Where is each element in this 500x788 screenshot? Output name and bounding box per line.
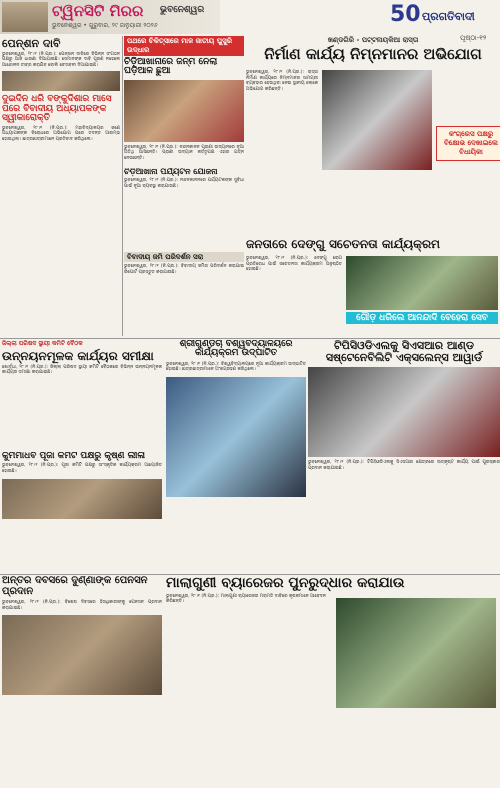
top-right-article xyxy=(246,36,500,236)
article-body: ଭୁବନେଶ୍ୱର, ୨୮।୧ (ନି.ପ୍ର.): ବିଶ୍ୱବିଦ୍ୟାଳୟରେ ନୂଆ କାର୍ଯ୍ୟକ୍ରମ ଉଦ୍‌ଘାଟିତ ହୋଇଛି। ଛାତ୍ରଛାତ୍ରୀମାନେ ଅଂଶଗ୍ରହଣ କରିଥିଲେ। xyxy=(166,361,306,373)
photo-caption: ଗୌଡ଼ ଧରିଲେ ଆନନ୍ଦାଦି ବେହେରା ସେବ xyxy=(346,312,498,324)
kicker: ଜିଲ୍ଲା ପରିଷଦ ସ୍ଥାୟୀ କମିଟି ବୈଠକ xyxy=(2,340,83,347)
article-photo xyxy=(2,71,120,91)
article-photo xyxy=(336,598,496,708)
article-photo xyxy=(346,256,498,310)
bottom-left-article-b xyxy=(2,452,162,572)
dateline: ଭୁବନେଶ୍ୱର • ଗୁରୁବାର, ୨୯ ଜାନୁୟାରୀ ୨୦୨୬ xyxy=(52,22,158,29)
article-photo xyxy=(166,377,306,497)
column-divider xyxy=(122,36,123,336)
mid-right-article xyxy=(246,238,500,334)
page-number: ପୃଷ୍ଠା-୧୨ xyxy=(460,34,487,42)
headline: ଟିପିସିଓଡିଏଲକୁ ସିଏସଆର ଆଣ୍ଡ ସଷ୍ଟେନେବିଲିଟି ଏକ୍ସଲେନ୍ସ ଆୱାର୍ଡ xyxy=(325,340,483,364)
headline: ଜନତାରେ ଦେଙ୍ଗୁ ସଚେତନତା କାର୍ଯ୍ୟକ୍ରମ xyxy=(246,238,441,251)
headline: ଉନ୍ନୟନମୂଳକ କାର୍ଯ୍ୟର ସମୀକ୍ଷା xyxy=(2,349,154,363)
footer-left-article xyxy=(2,576,162,786)
article-body: ଖୋର୍ଦ୍ଧା, ୨୮।୧ (ନି.ପ୍ର.): ଜିଲ୍ଲା ପରିଷଦ ସ୍ଥାୟୀ କମିଟି ବୈଠକରେ ବିଭିନ୍ନ ଉନ୍ନୟନମୂଳକ କାର୍ଯ୍ୟର ସମୀକ୍ଷା କରାଯାଇଛି। xyxy=(2,364,162,376)
headline: କୁର୍ମିମାଧବ ପୂଜା କମିଟି ପକ୍ଷରୁ କୃଷ୍ଣ ଲୀଳା xyxy=(2,452,146,461)
left-column xyxy=(2,36,120,336)
headline: ନିର୍ମାଣ କାର୍ଯ୍ୟ ନିମ୍ନମାନର ଅଭିଯୋଗ xyxy=(264,45,482,63)
kicker: ଖଣ୍ଡଗିରି - ପଟ୍ଟନାୟକିଆ ରାସ୍ତା xyxy=(327,36,419,44)
article-body: ଭୁବନେଶ୍ୱର, ୨୮।୧ (ନି.ପ୍ର.): ଟିପିସିଓଡିଏଲକୁ ସିଏସଆର କ୍ଷେତ୍ରରେ ଉତ୍କୃଷ୍ଟ କାର୍ଯ୍ୟ ପାଇଁ ପୁରସ୍କାର ପ୍ରଦାନ କରାଯାଇଛି। xyxy=(308,460,500,471)
article-body: ଭୁବନେଶ୍ୱର, ୨୮।୧ (ନି.ପ୍ର.): ବିଶେଷ ଦିବସରେ ହିତାଧିକାରୀଙ୍କୁ ପେନସନ ପ୍ରଦାନ କରାଯାଇଛି। xyxy=(2,600,162,611)
article-body: ଭୁବନେଶ୍ୱର, ୨୮।୧ (ନି.ପ୍ର.): ପେନ୍‌ଶନ ଦାବିରେ ବିଭିନ୍ନ ସଂଗଠନ ପକ୍ଷରୁ ଆଜି ଧାରଣା ଦିଆଯାଇଛି। ସେମାନଙ୍କ ଦାବି ପୂରଣ ନହେଲେ ଆନ୍ଦୋଳନ ତୀବ୍ର କରାଯିବ ବୋଲି ଚେତାବନୀ ଦିଆଯାଇଛି। xyxy=(2,51,120,68)
article-body: ଭୁବନେଶ୍ୱର, ୨୮।୧ (ନି.ପ୍ର.): ଦେଙ୍ଗୁ ରୋଗ ପ୍ରତିରୋଧ ପାଇଁ ସଚେତନତା କାର୍ଯ୍ୟକ୍ରମ ଅନୁଷ୍ଠିତ ହୋଇଛି। xyxy=(246,256,342,273)
article-body: ଭୁବନେଶ୍ୱର, ୨୮।୧ (ନି.ପ୍ର.): ମହାବିଦ୍ୟାଳୟର ଜଣେ ଅଧ୍ୟାପକଙ୍କ ବିରୋଧରେ ଅଭିଯୋଗ ପରେ ତଦନ୍ତ ଆରମ୍ଭ ହୋଇଥିଲା। ଛାତ୍ରଛାତ୍ରୀମାନେ ପ୍ରତିବାଦ କରିଥିଲେ। xyxy=(2,125,120,142)
supplement-title: ଟ୍ୱିନସିଟି ମିରର xyxy=(52,2,144,20)
center-zoo-article xyxy=(124,168,244,250)
article-photo xyxy=(2,615,162,695)
headline: ଚିଡ଼ିଆଖାନା ପର୍ଯ୍ୟଟନ ଯୋଜନା xyxy=(124,168,218,176)
side-quote: କଂଗ୍ରେସ ପକ୍ଷରୁ ବିକ୍ଷୋଭ ଦେଖାଇଲେ ବିଧାୟିକା xyxy=(436,126,500,161)
masthead xyxy=(0,0,220,34)
anniversary-logo: 50 xyxy=(390,2,421,27)
newspaper-brand xyxy=(390,2,500,32)
footer-right-article xyxy=(166,576,500,786)
supplement-city: ଭୁବନେଶ୍ୱର xyxy=(160,5,205,15)
article-photo xyxy=(322,70,432,170)
bottom-left-article-a xyxy=(2,340,162,450)
headline: ଶ୍ରୀଗୁଣ୍ଡିଚା ବିଶ୍ୱବିଦ୍ୟାଳୟରେ କାର୍ଯ୍ୟକ୍ରମ ଉଦ୍‌ଘାଟିତ xyxy=(179,340,293,359)
article-photo xyxy=(2,479,162,519)
article-body: ଭୁବନେଶ୍ୱର, ୨୮।୧ (ନି.ପ୍ର.): ମାଲାଗୁଣୀ ବ୍ୟାରେଜର ମରାମତି ଦାବିରେ କୃଷକମାନେ ଆବେଦନ କରିଛନ୍ତି। xyxy=(166,593,326,605)
article-body: ଭୁବନେଶ୍ୱର, ୨୮।୧ (ନି.ପ୍ର.): ରାସ୍ତା ନିର୍ମାଣ କାର୍ଯ୍ୟରେ ନିମ୍ନମାନର ସାମଗ୍ରୀ ବ୍ୟବହାର ହେଉଥିବା ନେଇ ସ୍ଥାନୀୟ ଲୋକେ ଅଭିଯୋଗ କରିଛନ୍ତି। xyxy=(246,70,318,92)
article-body: ଭୁବନେଶ୍ୱର, ୨୮।୧ (ନି.ପ୍ର.): ବିବାଦୀୟ ଜମିର ପରିଦର୍ଶନ କରାଯାଇ ରିପୋର୍ଟ ପ୍ରସ୍ତୁତ କରାଯାଉଛି। xyxy=(124,264,244,275)
section-divider xyxy=(0,574,500,575)
article-photo xyxy=(124,80,244,142)
headline: ଦୁଇଦିନ ଧରି ବଙ୍କୁଦିଶାର ମାସେ ପରେ ବିବାଦୀୟ ଅଧ୍ୟାପକଙ୍କ ସ୍ୱୀକାରୋକ୍ତି xyxy=(2,94,112,124)
headline: ଚିଡ଼ିଆଖାନାରେ ଜନ୍ମ ନେଲା ଘଡ଼ିଆଳ ଛୁଆ xyxy=(124,57,218,77)
article-photo xyxy=(308,367,500,457)
bottom-right-article xyxy=(308,340,500,572)
headline: ବିବାଦୀୟ ଜମି ପରିଦର୍ଶନ ସରା xyxy=(124,252,244,262)
section-divider xyxy=(0,338,500,339)
center-top-article xyxy=(124,36,244,166)
article-body: ଭୁବନେଶ୍ୱର, ୨୮।୧ (ନି.ପ୍ର.): ନନ୍ଦନକାନନରେ ପର୍ଯ୍ୟଟକଙ୍କ ସୁବିଧା ପାଇଁ ନୂଆ ବ୍ୟବସ୍ଥା କରାଯାଉଛି। xyxy=(124,178,244,189)
article-body: ଭୁବନେଶ୍ୱର, ୨୮।୧ (ନି.ପ୍ର.): ପୂଜା କମିଟି ପକ୍ଷରୁ ସାଂସ୍କୃତିକ କାର୍ଯ୍ୟକ୍ରମ ଆୟୋଜିତ ହୋଇଛି। xyxy=(2,463,162,475)
headline: ମାଲାଗୁଣୀ ବ୍ୟାରେଜର ପୁନରୁଦ୍ଧାର କରାଯାଉ xyxy=(166,576,405,591)
kicker-tag: ପଥରେ ଚିକିତ୍ସାରେ ମାଳ ଜାତୀୟ ଘୁସୁରି ଉଦ୍ଧାର xyxy=(124,36,244,56)
newspaper-name: ପ୍ରଗତିବାଦୀ xyxy=(422,10,475,23)
city-skyline-image xyxy=(2,2,48,32)
headline: ପେନ୍‌ଶନ ଦାବି xyxy=(2,37,61,50)
article-body: ଭୁବନେଶ୍ୱର, ୨୮।୧ (ନି.ପ୍ର.): ନନ୍ଦନକାନନ ପ୍ରାଣୀ ଉଦ୍ୟାନରେ ନୂଆ ଅତିଥି ଆସିଛନ୍ତି। ପ୍ରାଣୀ ଉଦ୍ୟାନ କର୍ତ୍ତୃପକ୍ଷ ଏହାର ଯତ୍ନ ନେଉଛନ୍ତି। xyxy=(124,144,244,162)
center-mid-article xyxy=(124,252,244,336)
bottom-center-article xyxy=(166,340,306,572)
headline: ଅନ୍ତର ଦିବସରେ ଦୁର୍ଣ୍ଣାଙ୍କ ପେନସନ ପ୍ରଦାନ xyxy=(2,576,148,597)
